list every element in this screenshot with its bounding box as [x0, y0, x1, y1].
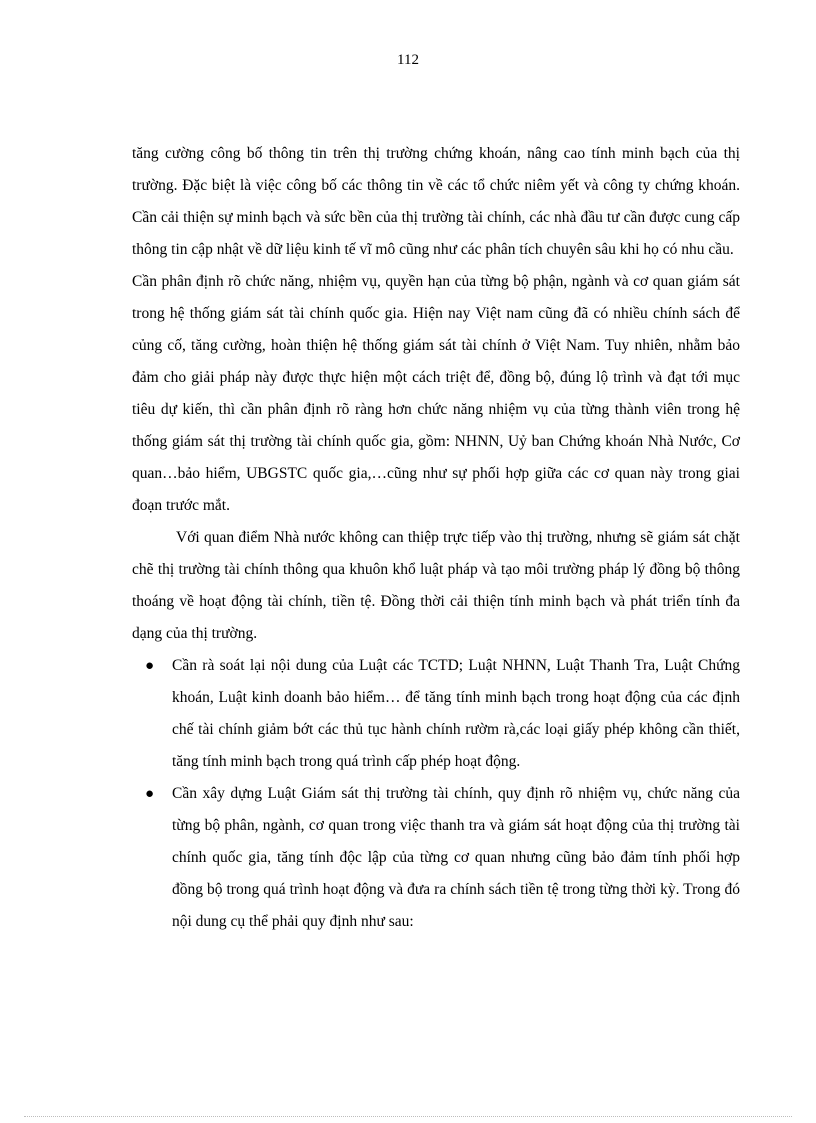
paragraph-state-viewpoint: Với quan điểm Nhà nước không can thiệp trực tiếp vào thị trường, nhưng sẽ giám sát chặt chẽ thị trường tài chính thông qua khuôn khổ luật pháp và tạo môi trường pháp lý đồng bộ thông thoáng về hoạt động tài chính, tiền tệ. Đồng thời cải thiện tính minh bạch và phát triển tính đa dạng của thị trường.	[132, 529, 740, 642]
bullet-list	[132, 650, 740, 938]
list-item	[132, 650, 740, 778]
page-bottom-divider	[24, 1116, 792, 1117]
page-number: 112	[397, 52, 419, 68]
bullet-icon: ●	[145, 786, 155, 802]
list-item-text: Cần rà soát lại nội dung của Luật các TCTD; Luật NHNN, Luật Thanh Tra, Luật Chứng khoán, Luật kinh doanh bảo hiểm… để tăng tính minh bạch trong hoạt động của các định chế tài chính giảm bớt các thủ tục hành chính rườm rà,các loại giấy phép không cần thiết, tăng tính minh bạch trong quá trình cấp phép hoạt động.	[172, 657, 740, 770]
paragraph-continuation: tăng cường công bố thông tin trên thị trường chứng khoán, nâng cao tính minh bạch của thị trường. Đặc biệt là việc công bố các thông tin về các tổ chức niêm yết và công ty chứng khoán. Cần cải thiện sự minh bạch và sức bền của thị trường tài chính, các nhà đầu tư cần được cung cấp thông tin cập nhật về dữ liệu kinh tế vĩ mô cũng như các phân tích chuyên sâu khi họ có nhu cầu.	[132, 145, 740, 258]
document-body	[132, 138, 740, 938]
paragraph-functions: Cần phân định rõ chức năng, nhiệm vụ, quyền hạn của từng bộ phận, ngành và cơ quan giám sát trong hệ thống giám sát tài chính quốc gia. Hiện nay Việt nam cũng đã có nhiều chính sách để củng cố, tăng cường, hoàn thiện hệ thống giám sát tài chính ở Việt Nam. Tuy nhiên, nhằm bảo đảm cho giải pháp này được thực hiện một cách triệt để, đồng bộ, đúng lộ trình và đạt tới mục tiêu dự kiến, thì cần phân định rõ ràng hơn chức năng nhiệm vụ của từng thành viên trong hệ thống giám sát thị trường tài chính quốc gia, gồm: NHNN, Uỷ ban Chứng khoán Nhà Nước, Cơ quan…bảo hiểm, UBGSTC quốc gia,…cũng như sự phối hợp giữa các cơ quan này trong giai đoạn trước mắt.	[132, 273, 740, 514]
list-item-text: Cần xây dựng Luật Giám sát thị trường tài chính, quy định rõ nhiệm vụ, chức năng của từng bộ phân, ngành, cơ quan trong việc thanh tra và giám sát hoạt động của thị trường tài chính quốc gia, tăng tính độc lập của từng cơ quan nhưng cũng bảo đảm tính phối hợp đồng bộ trong quá trình hoạt động và đưa ra chính sách tiền tệ trong từng thời kỳ. Trong đó nội dung cụ thể phải quy định như sau:	[172, 785, 740, 930]
list-item	[132, 778, 740, 938]
bullet-icon: ●	[145, 658, 155, 674]
